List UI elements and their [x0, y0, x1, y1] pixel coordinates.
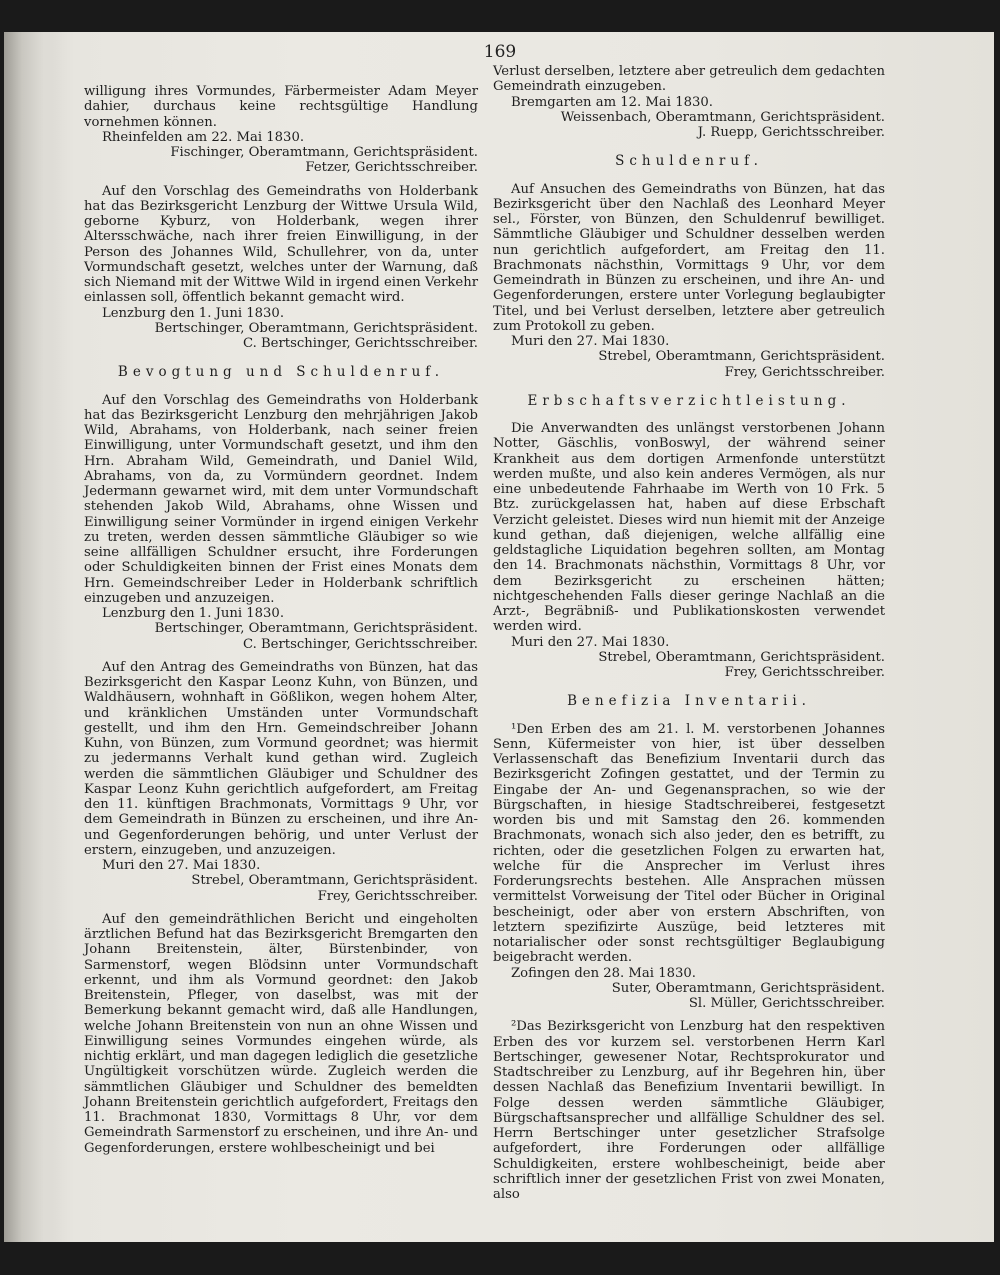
paragraph: Auf den Vorschlag des Gemeindraths von Holderbank hat das Bezirksgericht Lenzburg den mehrjährigen Jakob Wild, Abrahams, von Holderbank, nach seiner freien Einwilligung, unter Vormundschaft gesetzt, und ihm den Hrn. Abraham Wild, Gemeindrath, und Daniel Wild, Abrahams, von da, zu Vormündern geordnet. Indem Jedermann gewarnet wird, mit dem unter Vormundschaft stehenden Jakob Wild, Abrahams, ohne Wissen und Einwilligung seiner Vormünder in irgend einigen Verkehr zu treten, werden dessen sämmtliche Gläubiger so wie seine allfälligen Schuldner ersucht, ihre Forderungen oder Schuldigkeiten binnen der Frist eines Monats dem Hrn. Gemeindschreiber Leder in Holderbank schriftlich einzugeben und anzuzeigen.	[84, 392, 478, 606]
page-fold-shadow	[4, 32, 62, 1242]
signature-line: Fischinger, Oberamtmann, Gerichtspräsident.	[170, 145, 478, 160]
signature-line: Sl. Müller, Gerichtsschreiber.	[688, 996, 885, 1011]
dateline: Muri den 27. Mai 1830.	[102, 858, 261, 873]
dateline: Zofingen den 28. Mai 1830.	[511, 965, 696, 981]
paragraph: ¹Den Erben des am 21. l. M. verstorbenen Johannes Senn, Küfermeister von hier, ist über desselben Verlassenschaft das Benefizium Inventarii durch das Bezirksgericht Zofingen gestattet, und der Termin zu Eingabe der An- und Gegenansprachen, so wie der Bürgschaften, in hiesige Stadtschreiberei, festgesetzt worden bis und mit Samstag den 26. kommenden Brachmonats, wonach sich also jeder, den es betrifft, zu richten, oder die gesetzlichen Folgen zu erwarten hat, welche für die Ansprecher im Verlust ihres Forderungsrechts bestehen. Alle Ansprachen müssen vermittelst Vorweisung der Titel oder Bücher in Original bescheinigt, oder aber von erstern Abschriften, von letztern spezifizirte Auszüge, beid letzteres mit notarialischer oder sonst rechtsgültiger Beglaubigung beigebracht werden.	[493, 721, 885, 966]
dateline: Lenzburg den 1. Juni 1830.	[102, 305, 285, 321]
paragraph: willigung ihres Vormundes, Färbermeister Adam Meyer dahier, durchaus keine rechtsgültige Handlung vornehmen können.	[84, 84, 478, 130]
signature-line: Frey, Gerichtsschreiber.	[317, 888, 478, 904]
dateline: Rheinfelden am 22. Mai 1830.	[102, 129, 305, 145]
signature-line: Strebel, Oberamtmann, Gerichtspräsident.	[191, 873, 478, 889]
paragraph: Auf den gemeindräthlichen Bericht und eingeholten ärztlichen Befund hat das Bezirksgericht Bremgarten den Johann Breitenstein, älter, Bürstenbinder, von Sarmenstorf, wegen Blödsinn unter Vormundschaft erkennt, und ihm als Vormund geordnet: den Jakob Breitenstein, Pfleger, von daselbst, was mit der Bemerkung bekannt gemacht wird, daß alle Handlungen, welche Johann Breitenstein von nun an ohne Wissen und Einwilligung seines Vormundes eingehen würde, als nichtig erklärt, und man dagegen lediglich die gesetzliche Ungültigkeit vorschützen würde. Zugleich werden die sämmtlichen Gläubiger und Schuldner des bemeldten Johann Breitenstein gerichtlich aufgefordert, Freitags den 11. Brachmonat 1830, Vormittags 8 Uhr, vor dem Gemeindrath Sarmenstorf zu erscheinen, und ihre An- und Gegenforderungen, erstere wohlbescheinigt und bei	[84, 911, 478, 1156]
page-number: 169	[483, 42, 517, 62]
signature-line: Frey, Gerichtsschreiber.	[724, 364, 885, 380]
signature-line: J. Ruepp, Gerichtsschreiber.	[697, 125, 885, 140]
dateline: Muri den 27. Mai 1830.	[511, 634, 670, 650]
section-heading: Benefizia Inventarii.	[567, 693, 811, 710]
paragraph: Die Anverwandten des unlängst verstorbenen Johann Notter, Gäschlis, vonBoswyl, der während seiner Krankheit aus dem dortigen Armenfonde unterstützt werden mußte, und also kein anderes Vermögen, als nur eine unbedeutende Fahrhaabe im Werth von 10 Frk. 5 Btz. zurückgelassen hat, haben auf diese Erbschaft Verzicht geleistet. Dieses wird nun hiemit mit der Anzeige kund gethan, daß diejenigen, welche allfällig eine geldstagliche Liquidation begehren sollten, am Montag den 14. Brachmonats nächsthin, Vormittags 8 Uhr, vor dem Bezirksgericht zu erscheinen hätten; nichtgeschehenden Falls dieser geringe Nachlaß an die Arzt-, Begräbniß- und Publikationskosten verwendet werden wird.	[493, 421, 885, 635]
spacer	[84, 652, 478, 660]
paragraph: Auf den Antrag des Gemeindraths von Bünzen, hat das Bezirksgericht den Kaspar Leonz Kuhn, von Bünzen, und Waldhäusern, wohnhaft in Gößlikon, wegen hohem Alter, und kränklichen Umständen unter Vormundschaft gestellt, und ihm den Hrn. Gemeindschreiber Johann Kuhn, von Bünzen, zum Vormund geordnet; was hiermit zu jedermanns Verhalt kund gethan wird. Zugleich werden die sämmtlichen Gläubiger und Schuldner des Kaspar Leonz Kuhn gerichtlich aufgefordert, am Freitag den 11. künftigen Brachmonats, Vormittags 9 Uhr, vor dem Gemeindrath in Bünzen zu erscheinen, und ihre An- und Gegenforderungen behörig, und unter Verlust der erstern, einzugeben, und anzuzeigen.	[84, 659, 478, 858]
signature-line: C. Bertschinger, Gerichtsschreiber.	[242, 336, 478, 351]
left-column	[84, 84, 478, 1156]
section-heading: Schuldenruf.	[615, 153, 763, 170]
right-column	[493, 64, 885, 1202]
section-heading: Erbschaftsverzichtleistung.	[527, 392, 851, 409]
dateline: Bremgarten am 12. Mai 1830.	[511, 94, 713, 110]
signature-line: Suter, Oberamtmann, Gerichtspräsident.	[611, 980, 885, 996]
paragraph: Auf Ansuchen des Gemeindraths von Bünzen, hat das Bezirksgericht über den Nachlaß des Leonhard Meyer sel., Förster, von Bünzen, den Schuldenruf bewilliget. Sämmtliche Gläubiger und Schuldner desselben werden nun gerichtlich aufgefordert, am Freitag den 11. Brachmonats nächsthin, Vormittags 9 Uhr, vor dem Gemeindrath in Bünzen zu erscheinen, und ihre An- und Gegenforderungen, erstere unter Vorlegung beglaubigter Titel, und bei Verlust derselben, letztere aber getreulich zum Protokoll zu geben.	[493, 181, 885, 334]
signature-line: Bertschinger, Oberamtmann, Gerichtspräsident.	[154, 320, 478, 336]
dateline: Lenzburg den 1. Juni 1830.	[102, 606, 285, 621]
spacer	[84, 176, 478, 184]
signature-line: Frey, Gerichtsschreiber.	[724, 665, 885, 680]
signature-line: Strebel, Oberamtmann, Gerichtspräsident.	[598, 349, 885, 365]
paragraph: Auf den Vorschlag des Gemeindraths von Holderbank hat das Bezirksgericht Lenzburg der Wittwe Ursula Wild, geborne Kyburz, von Holderbank, wegen ihrer Altersschwäche, nach ihrer freien Einwilligung, in der Person des Johannes Wild, Schullehrer, von da, unter Vormundschaft gesetzt, welches unter der Warnung, daß sich Niemand mit der Wittwe Wild in irgend einen Verkehr einlassen soll, öffentlich bekannt gemacht wird.	[84, 183, 478, 306]
dateline: Muri den 27. Mai 1830.	[511, 334, 670, 349]
spacer	[493, 1011, 885, 1019]
signature-line: Bertschinger, Oberamtmann, Gerichtspräsident.	[154, 621, 478, 637]
signature-line: C. Bertschinger, Gerichtsschreiber.	[242, 636, 478, 652]
spacer	[84, 904, 478, 912]
signature-line: Strebel, Oberamtmann, Gerichtspräsident.	[598, 649, 885, 665]
paragraph: ²Das Bezirksgericht von Lenzburg hat den respektiven Erben des vor kurzem sel. verstorbenen Herrn Karl Bertschinger, gewesener Notar, Rechtsprokurator und Stadtschreiber zu Lenzburg, auf ihr Begehren hin, über dessen Nachlaß das Benefizium Inventarii bewilligt. In Folge dessen werden sämmtliche Gläubiger, Bürgschaftsansprecher und allfällige Schuldner des sel. Herrn Bertschinger unter gesetzlicher Strafsolge aufgefordert, ihre Forderungen oder allfällige Schuldigkeiten, erstere wohlbescheinigt, beide aber schriftlich inner der gesetzlichen Frist von zwei Monaten, also	[493, 1019, 885, 1202]
signature-line: Fetzer, Gerichtsschreiber.	[305, 160, 478, 176]
signature-line: Weissenbach, Oberamtmann, Gerichtspräsident.	[560, 109, 885, 125]
paragraph: Verlust derselben, letztere aber getreulich dem gedachten Gemeindrath einzugeben.	[493, 64, 885, 95]
section-heading: Bevogtung und Schuldenruf.	[117, 364, 445, 381]
